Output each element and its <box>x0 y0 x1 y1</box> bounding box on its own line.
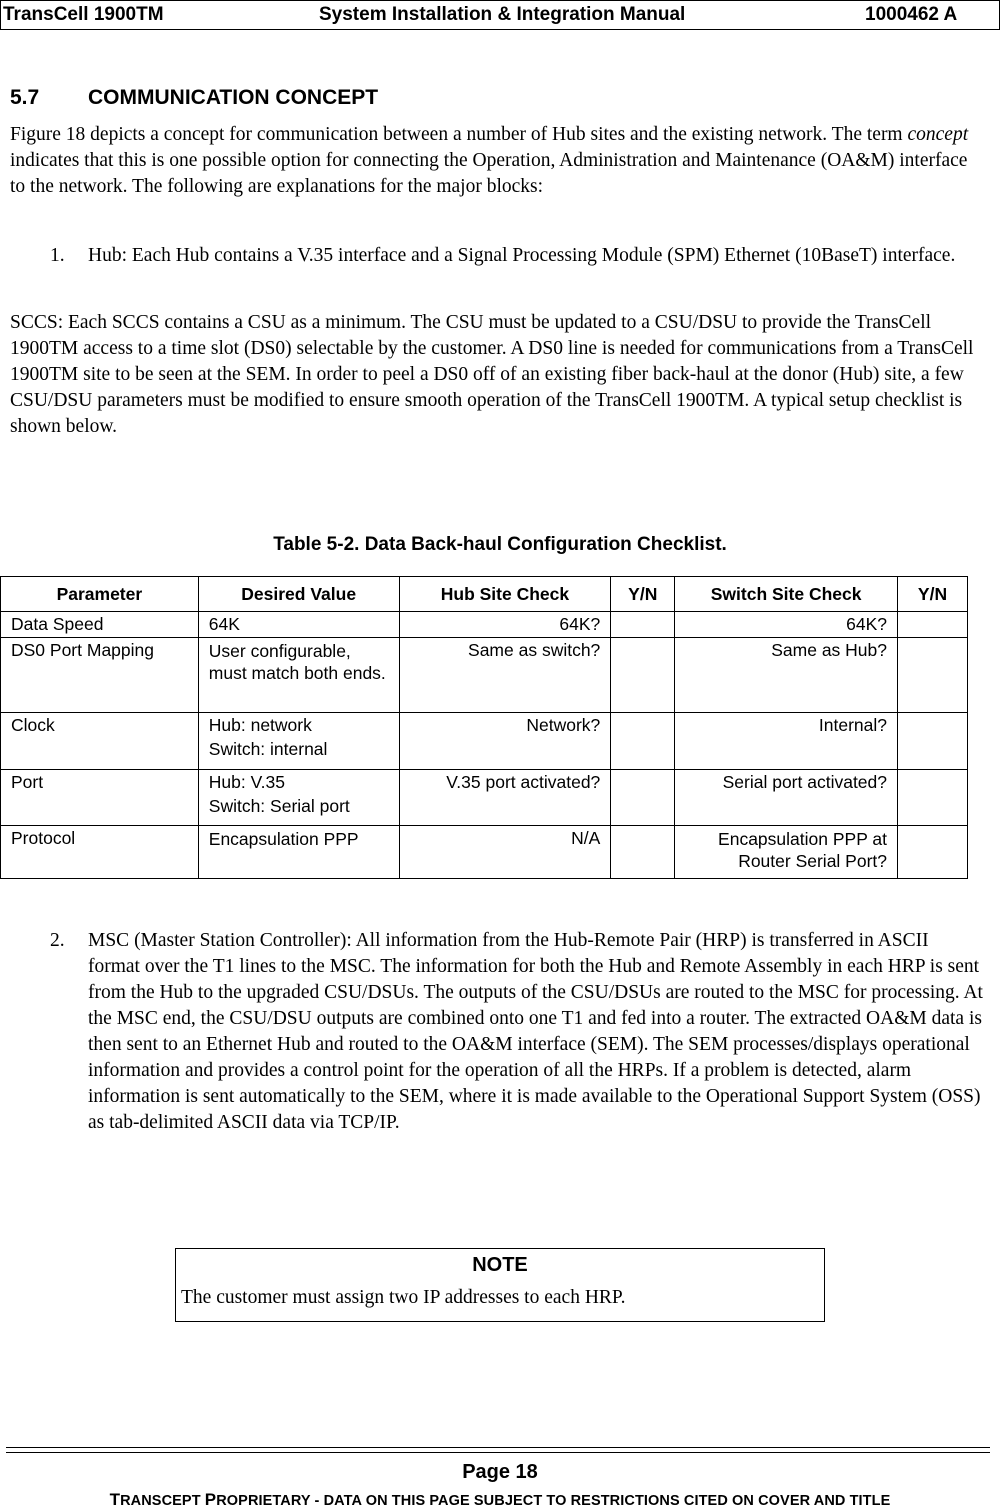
desired-value-cell <box>198 770 399 826</box>
hub-check-cell: Same as switch? <box>399 638 611 713</box>
proprietary-notice <box>0 1490 1000 1510</box>
notice-initial: T <box>109 1490 121 1509</box>
header-product: TransCell 1900TM <box>3 4 164 25</box>
page-header <box>0 0 1000 30</box>
table-row <box>1 612 968 638</box>
hub-check-cell: Network? <box>399 713 611 770</box>
switch-yn-cell[interactable] <box>898 612 968 638</box>
desired-value-line: Switch: internal <box>208 739 328 759</box>
note-title: NOTE <box>472 1254 528 1276</box>
desired-value-cell: 64K <box>198 612 399 638</box>
parameter-cell: Data Speed <box>1 612 199 638</box>
configuration-checklist-table <box>0 576 968 879</box>
hub-yn-cell[interactable] <box>611 826 675 879</box>
parameter-cell: DS0 Port Mapping <box>1 638 199 713</box>
hub-yn-cell[interactable] <box>611 770 675 826</box>
sccs-paragraph: SCCS: Each SCCS contains a CSU as a minimum. The CSU must be updated to a CSU/DSU to provide the TransCell 1900TM access to a time slot (DS0) selectable by the customer. A DS0 line is needed for communications from a TransCell 1900TM site to be seen at the SEM. In order to peel a DS0 off of an existing fiber back-haul at the donor (Hub) site, a few CSU/DSU parameters must be modified to ensure smooth operation of the TransCell 1900TM. A typical setup checklist is shown below. <box>10 312 974 437</box>
switch-check-cell: Internal? <box>675 713 898 770</box>
list-item-text: Hub: Each Hub contains a V.35 interface and a Signal Processing Module (SPM) Ethernet (10BaseT) interface. <box>88 245 956 266</box>
header-manual-title: System Installation & Integration Manual <box>319 4 686 25</box>
switch-check-cell: 64K? <box>675 612 898 638</box>
hub-check-cell: 64K? <box>399 612 611 638</box>
hub-check-cell: N/A <box>399 826 611 879</box>
switch-yn-cell[interactable] <box>898 826 968 879</box>
section-heading: COMMUNICATION CONCEPT <box>88 86 379 109</box>
hub-yn-cell[interactable] <box>611 612 675 638</box>
desired-value-cell: User configurable, must match both ends. <box>198 638 399 713</box>
switch-yn-cell[interactable] <box>898 770 968 826</box>
notice-text: RANSCEPT <box>120 1493 205 1509</box>
header-doc-number: 1000462 A <box>865 4 958 25</box>
switch-yn-cell[interactable] <box>898 638 968 713</box>
list-item-text: MSC (Master Station Controller): All information from the Hub-Remote Pair (HRP) is transferred in ASCII format over the T1 lines to the MSC. The information for both the Hub and Remote Assembly in each HRP is sent from the Hub to the upgraded CSU/DSUs. The outputs of the CSU/DSUs are routed to the MSC for processing. At the MSC end, the CSU/DSU outputs are combined onto one T1 and fed into a router. The extracted OA&M data is then sent to an Ethernet Hub and routed to the OA&M interface (SEM). The SEM processes/displays operational information and provides a control point for the operation of all the HRPs. If a problem is detected, alarm information is sent automatically to the SEM, where it is made available to the Operational Support System (OSS) as tab-delimited ASCII data via TCP/IP. <box>88 930 983 1133</box>
desired-value-line: Hub: network <box>208 715 312 735</box>
hub-yn-cell[interactable] <box>611 713 675 770</box>
list-item <box>50 928 985 1136</box>
notice-text: ROPRIETARY - DATA ON THIS PAGE SUBJECT TO RESTRICTIONS CITED ON COVER AND TITLE <box>216 1493 891 1509</box>
parameter-cell: Port <box>1 770 199 826</box>
table-row <box>1 638 968 713</box>
table-caption: Table 5-2. Data Back-haul Configuration Checklist. <box>273 534 727 555</box>
table-row <box>1 770 968 826</box>
list-item-number: 1. <box>50 245 65 266</box>
intro-text-part1: Figure 18 depicts a concept for communication between a number of Hub sites and the existing network. The term <box>10 124 908 145</box>
intro-paragraph <box>10 122 985 200</box>
column-header: Y/N <box>611 577 675 612</box>
section-number: 5.7 <box>10 86 40 109</box>
column-header: Switch Site Check <box>675 577 898 612</box>
table-header-row <box>1 577 968 612</box>
notice-initial: P <box>204 1490 217 1509</box>
switch-check-cell: Serial port activated? <box>675 770 898 826</box>
table-row <box>1 826 968 879</box>
intro-emphasis: concept <box>907 124 969 145</box>
intro-text-part2: indicates that this is one possible option for connecting the Operation, Administration and Maintenance (OA&M) interface to the network. The following are explanations for the major blocks: <box>10 150 968 197</box>
desired-value-cell <box>198 713 399 770</box>
desired-value-line: Switch: Serial port <box>208 796 350 816</box>
list-item-number: 2. <box>50 930 65 951</box>
list-item <box>50 243 985 269</box>
section-title <box>10 86 378 110</box>
page-number: Page 18 <box>462 1461 538 1483</box>
footer-divider <box>6 1447 990 1453</box>
column-header: Y/N <box>898 577 968 612</box>
switch-check-cell: Same as Hub? <box>675 638 898 713</box>
switch-check-cell: Encapsulation PPP at Router Serial Port? <box>675 826 898 879</box>
parameter-cell: Clock <box>1 713 199 770</box>
switch-yn-cell[interactable] <box>898 713 968 770</box>
column-header: Parameter <box>1 577 199 612</box>
parameter-cell: Protocol <box>1 826 199 879</box>
hub-yn-cell[interactable] <box>611 638 675 713</box>
note-text: The customer must assign two IP addresses to each HRP. <box>181 1287 626 1308</box>
hub-check-cell: V.35 port activated? <box>399 770 611 826</box>
desired-value-cell: Encapsulation PPP <box>198 826 399 879</box>
column-header: Hub Site Check <box>399 577 611 612</box>
column-header: Desired Value <box>198 577 399 612</box>
table-row <box>1 713 968 770</box>
note-box <box>175 1248 825 1322</box>
desired-value-line: Hub: V.35 <box>208 772 285 792</box>
